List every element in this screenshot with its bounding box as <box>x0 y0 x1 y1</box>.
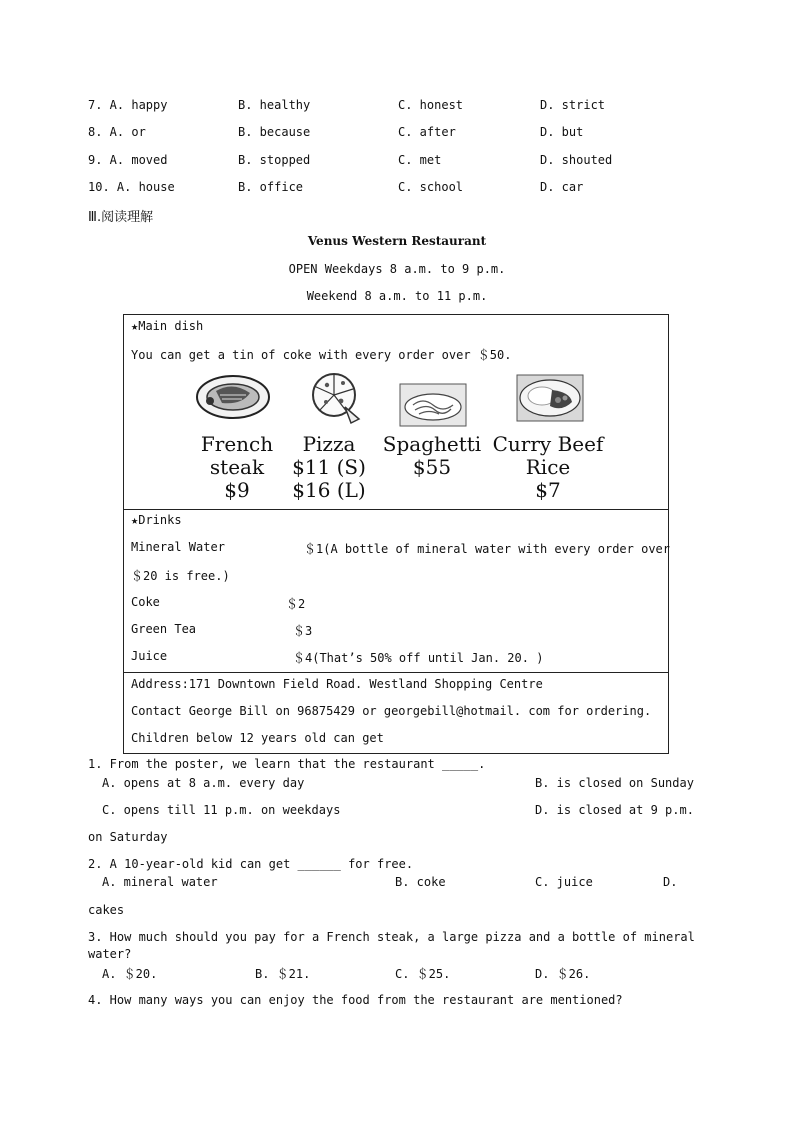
question-2: 2. A 10-year-old kid can get ______ for free. <box>88 857 414 871</box>
dish-price: $55 <box>412 455 452 479</box>
option-c: C. met <box>398 153 442 167</box>
dish-name: Curry Beef <box>492 432 604 456</box>
drink-price: ＄4(That’s 50% off until Jan. 20. ) <box>293 651 544 665</box>
dish-price: $7 <box>535 478 561 502</box>
divider <box>124 509 668 510</box>
option-d: D. but <box>540 125 584 139</box>
dish-name: Pizza <box>302 432 356 456</box>
dish-french-steak <box>194 433 280 502</box>
q2-option-c: C. juice <box>535 875 593 889</box>
q2-option-d: D. <box>663 875 678 889</box>
question-1: 1. From the poster, we learn that the restaurant _____. <box>88 757 486 771</box>
drink-note: ＄20 is free.) <box>131 569 230 583</box>
q3-option-a: A. ＄20. <box>102 967 158 981</box>
restaurant-title: Venus Western Restaurant <box>307 234 487 248</box>
dish-price: $9 <box>224 478 250 502</box>
dish-name: French <box>200 432 274 456</box>
dish-spaghetti <box>382 433 482 479</box>
drink-name: Green Tea <box>131 622 197 636</box>
q1-option-b: B. is closed on Sunday <box>535 776 694 790</box>
question-3: 3. How much should you pay for a French steak, a large pizza and a bottle of mineral <box>88 930 695 944</box>
drink-price: ＄2 <box>286 597 306 611</box>
main-dish-note: You can get a tin of coke with every order over ＄50. <box>131 348 512 362</box>
restaurant-contact: Contact George Bill on 96875429 or georgebill@hotmail. com for ordering. <box>131 704 652 718</box>
drink-price: ＄3 <box>293 624 313 638</box>
divider <box>124 672 668 673</box>
option-d: D. shouted <box>540 153 613 167</box>
option-d: D. strict <box>540 98 606 112</box>
q3-option-d: D. ＄26. <box>535 967 591 981</box>
option-b: B. stopped <box>238 153 311 167</box>
option-b: B. because <box>238 125 311 139</box>
dish-curry-beef-rice <box>490 433 606 502</box>
option-b: B. office <box>238 180 304 194</box>
option-a: 7. A. happy <box>88 98 168 112</box>
spaghetti-icon <box>399 383 467 427</box>
drinks-heading: ★Drinks <box>131 513 182 527</box>
main-dish-heading: ★Main dish <box>131 319 204 333</box>
q3-option-c: C. ＄25. <box>395 967 451 981</box>
steak-plate-icon <box>194 371 272 421</box>
dish-pizza <box>279 433 379 502</box>
dish-name: steak <box>209 455 265 479</box>
pizza-icon <box>307 371 365 425</box>
q3-option-b: B. ＄21. <box>255 967 311 981</box>
option-a: 10. A. house <box>88 180 175 194</box>
dish-price: $16 (L) <box>292 478 366 502</box>
drink-name: Juice <box>131 649 168 663</box>
q2-option-d-cont: cakes <box>88 903 125 917</box>
open-hours-weekdays: OPEN Weekdays 8 a.m. to 9 p.m. <box>288 262 506 276</box>
q1-option-c: C. opens till 11 p.m. on weekdays <box>102 803 341 817</box>
option-b: B. healthy <box>238 98 311 112</box>
dish-name: Rice <box>525 455 571 479</box>
option-a: 8. A. or <box>88 125 146 139</box>
restaurant-address: Address:171 Downtown Field Road. Westland Shopping Centre <box>131 677 543 691</box>
q2-option-b: B. coke <box>395 875 446 889</box>
open-hours-weekend: Weekend 8 a.m. to 11 p.m. <box>306 289 488 303</box>
option-c: C. after <box>398 125 456 139</box>
q1-option-a: A. opens at 8 a.m. every day <box>102 776 305 790</box>
option-c: C. honest <box>398 98 464 112</box>
q1-option-d: D. is closed at 9 p.m. <box>535 803 694 817</box>
drink-name: Coke <box>131 595 160 609</box>
curry-rice-icon <box>516 374 584 422</box>
option-c: C. school <box>398 180 464 194</box>
q1-option-d-cont: on Saturday <box>88 830 168 844</box>
section-title: Ⅲ.阅读理解 <box>88 210 154 225</box>
drink-price: ＄1(A bottle of mineral water with every order over <box>304 542 671 556</box>
question-4: 4. How many ways you can enjoy the food from the restaurant are mentioned? <box>88 993 623 1007</box>
menu-poster <box>123 314 669 754</box>
children-note: Children below 12 years old can get <box>131 731 384 745</box>
option-d: D. car <box>540 180 584 194</box>
question-3-cont: water? <box>88 947 132 961</box>
q2-option-a: A. mineral water <box>102 875 218 889</box>
option-a: 9. A. moved <box>88 153 168 167</box>
dish-price: $11 (S) <box>292 455 366 479</box>
drink-name: Mineral Water <box>131 540 225 554</box>
dish-name: Spaghetti <box>382 432 482 456</box>
